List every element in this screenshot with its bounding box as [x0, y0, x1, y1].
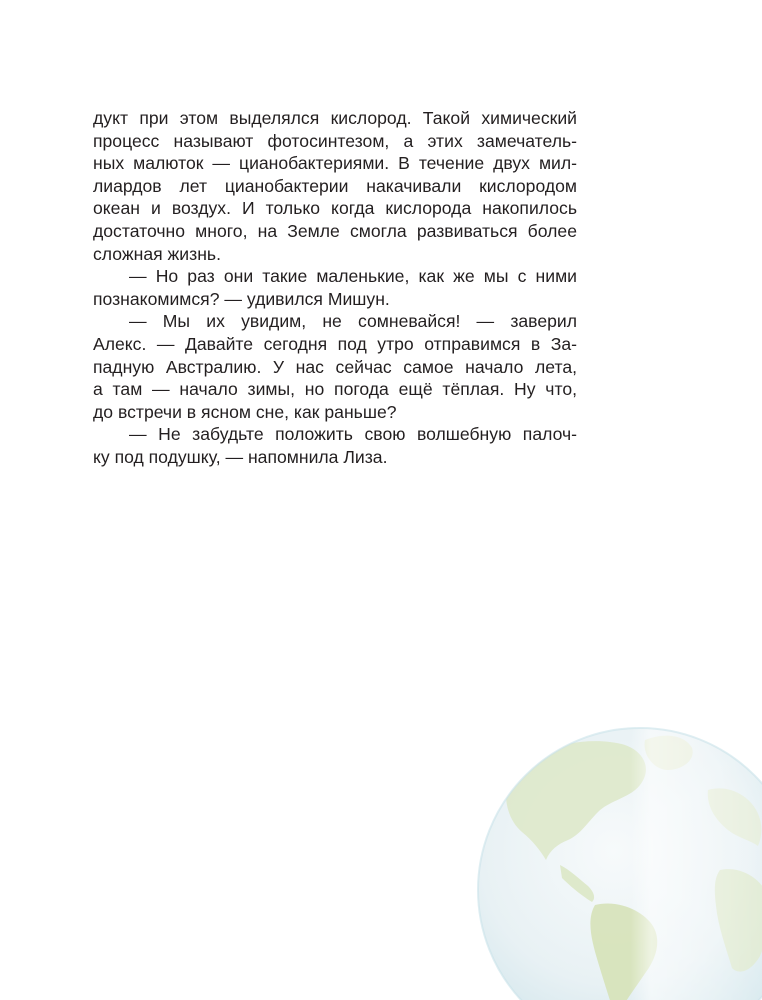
text-line: познакомимся? — удивился Мишун. [93, 288, 390, 309]
globe-icon [470, 700, 762, 1000]
text-line: падную Австралию. У нас сейчас самое начало лета, [93, 356, 577, 377]
text-line: ку под подушку, — напомнила Лиза. [93, 446, 388, 467]
text-line: а там — начало зимы, но погода ещё тёплая. Ну что, [93, 379, 577, 400]
text-line: ных малюток — цианобактериями. В течение двух мил- [93, 153, 577, 174]
dialogue-line: — Мы их увидим, не сомневайся! — заверил [129, 311, 577, 332]
text-line: дукт при этом выделялся кислород. Такой химический [93, 108, 577, 128]
text-line: сложная жизнь. [93, 243, 221, 264]
text-line: океан и воздух. И только когда кислорода накопилось [93, 198, 577, 219]
text-line: Алекс. — Давайте сегодня под утро отправимся в За- [93, 333, 577, 354]
body-text [93, 107, 577, 469]
dialogue-line: — Не забудьте положить свою волшебную палоч- [129, 424, 577, 445]
text-line: лиардов лет цианобактерии накачивали кислородом [93, 175, 577, 196]
globe-illustration [470, 700, 762, 1000]
text-line: процесс называют фотосинтезом, а этих замечатель- [93, 130, 577, 151]
text-line: достаточно много, на Земле смогла развиваться более [93, 220, 577, 241]
dialogue-line: — Но раз они такие маленькие, как же мы с ними [129, 266, 577, 287]
text-line: до встречи в ясном сне, как раньше? [93, 401, 397, 422]
